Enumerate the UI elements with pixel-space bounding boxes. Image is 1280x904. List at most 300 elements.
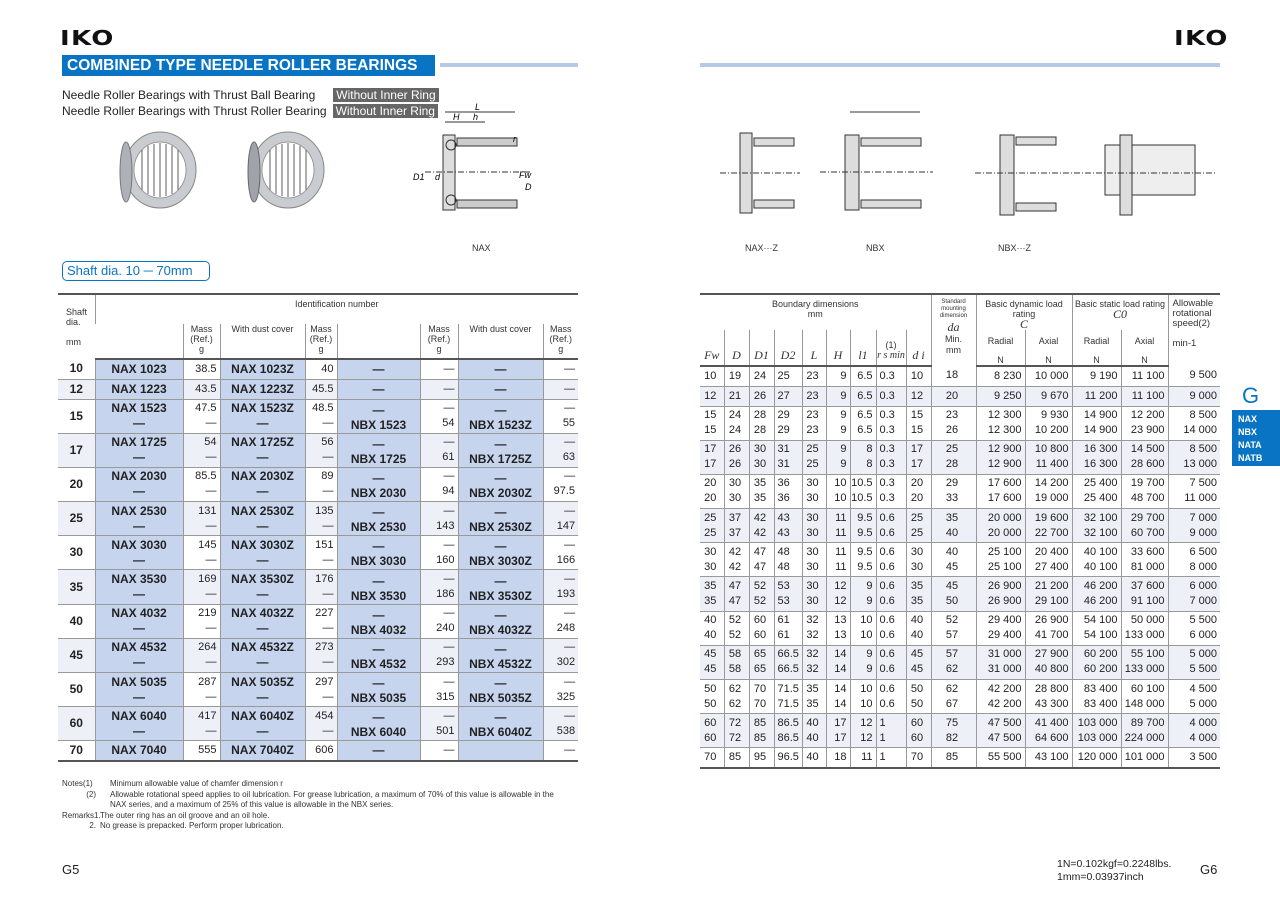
value-cell: 40 40 bbox=[802, 714, 826, 748]
value-cell: 10 bbox=[704, 369, 717, 382]
tab-nata[interactable]: NATA bbox=[1238, 440, 1262, 450]
nbx-number: — NBX 1725 bbox=[337, 433, 420, 467]
value-cell: 9.5 9.5 bbox=[850, 509, 876, 543]
value-cell: 65 65 bbox=[749, 645, 774, 679]
value-cell: 16 300 16 300 bbox=[1072, 440, 1121, 474]
svg-text:H: H bbox=[453, 112, 460, 122]
value-cell: 0.6 0.6 bbox=[876, 577, 906, 611]
value-cell: 35 35 bbox=[906, 577, 931, 611]
value-cell: 86.5 86.5 bbox=[774, 714, 802, 748]
value-cell: 9.5 9.5 bbox=[850, 543, 876, 577]
value-cell: 28 800 43 300 bbox=[1025, 680, 1072, 714]
value-cell: 25 25 bbox=[802, 440, 826, 474]
value-cell: 9 500 bbox=[1168, 366, 1220, 386]
nbx-mass: — 293 bbox=[420, 638, 458, 672]
value-cell: 24 24 bbox=[724, 406, 749, 440]
shaft-dia: 45 bbox=[58, 638, 95, 672]
section-letter: G bbox=[1242, 383, 1260, 408]
nbx-mass: — bbox=[420, 741, 458, 761]
table-row bbox=[700, 474, 1220, 508]
value-cell: 40 100 40 100 bbox=[1072, 543, 1121, 577]
identification-number-header: Identification number bbox=[95, 294, 578, 324]
nbx-z-mass: — 63 bbox=[543, 433, 578, 467]
value-cell: 101 000 bbox=[1121, 748, 1168, 768]
value-cell: 15 15 bbox=[704, 409, 717, 437]
value-cell: 85 85 bbox=[749, 714, 774, 748]
value-cell: 12 12 bbox=[826, 577, 850, 611]
table-row bbox=[58, 467, 578, 501]
value-cell: 26 900 41 700 bbox=[1025, 611, 1072, 645]
value-cell: 40 45 bbox=[931, 543, 976, 577]
value-cell: 53 53 bbox=[774, 577, 802, 611]
value-cell: 9 9 bbox=[850, 645, 876, 679]
value-cell: 32 32 bbox=[802, 611, 826, 645]
axial-header: Axial N bbox=[1025, 330, 1072, 366]
nbx-z-diagram bbox=[975, 125, 1225, 225]
value-cell: 55 100 133 000 bbox=[1121, 645, 1168, 679]
value-cell: 14 200 19 000 bbox=[1025, 474, 1072, 508]
table-row bbox=[700, 645, 1220, 679]
table-row bbox=[700, 509, 1220, 543]
nax-z-mass: 48.5 — bbox=[305, 399, 337, 433]
page-title: COMBINED TYPE NEEDLE ROLLER BEARINGS bbox=[62, 55, 435, 76]
value-cell: 19 600 22 700 bbox=[1025, 509, 1072, 543]
value-cell: 75 82 bbox=[931, 714, 976, 748]
page-number-left: G5 bbox=[62, 862, 80, 877]
nax-z-number: NAX 7040Z bbox=[220, 741, 305, 761]
value-cell: 21 bbox=[724, 386, 749, 406]
value-cell: 70 70 bbox=[749, 680, 774, 714]
value-cell: 32 100 32 100 bbox=[1072, 509, 1121, 543]
shaft-dia: 40 bbox=[69, 613, 83, 628]
value-cell: 12 bbox=[700, 386, 724, 406]
value-cell: 11 11 bbox=[826, 509, 850, 543]
nax-number: NAX 1523 — bbox=[95, 399, 183, 433]
value-cell: 17 600 17 600 bbox=[976, 474, 1025, 508]
nbx-z-mass: — 538 bbox=[543, 707, 578, 741]
table-row bbox=[700, 440, 1220, 474]
col-header-6: l1 bbox=[850, 330, 876, 366]
value-cell: 17 17 bbox=[700, 440, 724, 474]
nax-number: NAX 3530 — bbox=[95, 570, 183, 604]
nax-number: NAX 2530 — bbox=[95, 502, 183, 536]
value-cell: 120 000 bbox=[1072, 748, 1121, 768]
col-header-4: L bbox=[802, 330, 826, 366]
value-cell: 57 62 bbox=[931, 645, 976, 679]
nax-z-mass: 227 — bbox=[305, 604, 337, 638]
nax-number: NAX 2030 — bbox=[95, 467, 183, 501]
nbx-number: — NBX 1523 bbox=[337, 399, 420, 433]
nbx-z-number: — NBX 1523Z bbox=[458, 399, 543, 433]
value-cell: 83 400 83 400 bbox=[1072, 680, 1121, 714]
value-cell: 47 500 47 500 bbox=[976, 714, 1025, 748]
value-cell: 10.5 10.5 bbox=[850, 474, 876, 508]
svg-text:L: L bbox=[475, 102, 481, 112]
value-cell: 0.6 0.6 bbox=[876, 543, 906, 577]
value-cell: 54 100 54 100 bbox=[1072, 611, 1121, 645]
value-cell: 85 bbox=[931, 748, 976, 768]
dust-cover-header: With dust cover bbox=[458, 324, 543, 359]
without-inner-ring-tag: Without Inner Ring bbox=[333, 104, 438, 118]
nbx-mass: — 54 bbox=[420, 399, 458, 433]
label-nax-z: NAX···Z bbox=[745, 243, 778, 253]
nax-number: NAX 5035 — bbox=[95, 673, 183, 707]
value-cell: 25 28 bbox=[931, 440, 976, 474]
value-cell: 29 33 bbox=[931, 474, 976, 508]
value-cell: 29 700 60 700 bbox=[1121, 509, 1168, 543]
value-cell: 9 9 bbox=[826, 406, 850, 440]
nbx-z-number: — bbox=[458, 379, 543, 399]
value-cell: 29 400 29 400 bbox=[976, 611, 1025, 645]
without-inner-ring-tag: Without Inner Ring bbox=[333, 88, 438, 102]
value-cell: 20 20 bbox=[906, 474, 931, 508]
svg-text:h: h bbox=[473, 112, 479, 122]
nbx-z-number: — NBX 2030Z bbox=[458, 467, 543, 501]
nbx-number: — bbox=[337, 741, 420, 761]
value-cell: 45 50 bbox=[931, 577, 976, 611]
value-cell: 103 000 103 000 bbox=[1072, 714, 1121, 748]
value-cell: 40 40 bbox=[704, 614, 717, 642]
value-cell: 30 30 bbox=[749, 440, 774, 474]
value-cell: 60 200 60 200 bbox=[1072, 645, 1121, 679]
nax-number: NAX 4032 — bbox=[95, 604, 183, 638]
tab-nbx[interactable]: NBX bbox=[1238, 427, 1258, 437]
value-cell: 0.3 0.3 bbox=[876, 440, 906, 474]
value-cell: 61 61 bbox=[774, 611, 802, 645]
nax-z-mass: 176 — bbox=[305, 570, 337, 604]
mass-header: Mass (Ref.) g bbox=[305, 324, 337, 359]
value-cell: 60 60 bbox=[749, 611, 774, 645]
value-cell: 25 25 bbox=[700, 509, 724, 543]
iko-logo-right: IKO bbox=[1174, 26, 1229, 50]
value-cell: 8 8 bbox=[850, 440, 876, 474]
table-row bbox=[700, 748, 1220, 768]
value-cell: 23 26 bbox=[931, 406, 976, 440]
value-cell: 23 bbox=[802, 366, 826, 386]
value-cell: 26 900 26 900 bbox=[976, 577, 1025, 611]
nbx-mass: — 501 bbox=[420, 707, 458, 741]
table-row bbox=[58, 536, 578, 570]
value-cell: 35 35 bbox=[700, 577, 724, 611]
nbx-z-mass: — 193 bbox=[543, 570, 578, 604]
nbx-number: — NBX 3530 bbox=[337, 570, 420, 604]
nax-z-number: NAX 1523Z — bbox=[220, 399, 305, 433]
value-cell: 40 bbox=[802, 748, 826, 768]
nax-mass: 145 — bbox=[183, 536, 220, 570]
value-cell: 40 40 bbox=[906, 611, 931, 645]
nbx-z-mass: — bbox=[543, 359, 578, 379]
value-cell: 15 15 bbox=[906, 406, 931, 440]
value-cell: 12 900 12 900 bbox=[976, 440, 1025, 474]
nax-z-mass: 45.5 bbox=[305, 379, 337, 399]
notes bbox=[62, 779, 554, 832]
value-cell: 11 bbox=[850, 748, 876, 768]
nbx-z-mass: — bbox=[543, 379, 578, 399]
value-cell: 37 37 bbox=[724, 509, 749, 543]
nbx-z-mass: — 302 bbox=[543, 638, 578, 672]
nbx-z-number: — bbox=[458, 359, 543, 379]
nbx-z-number: — NBX 2530Z bbox=[458, 502, 543, 536]
value-cell: 20 000 20 000 bbox=[976, 509, 1025, 543]
value-cell: 43 43 bbox=[774, 509, 802, 543]
value-cell: 0.3 0.3 bbox=[876, 474, 906, 508]
nax-z-number: NAX 4532Z — bbox=[220, 638, 305, 672]
value-cell: 35 35 bbox=[802, 680, 826, 714]
mass-header: Mass (Ref.) g bbox=[183, 324, 220, 359]
nax-z-number: NAX 6040Z — bbox=[220, 707, 305, 741]
shaft-dia: 25 bbox=[58, 502, 95, 536]
tab-nax[interactable]: NAX bbox=[1238, 414, 1258, 424]
value-cell: 18 bbox=[826, 748, 850, 768]
value-cell: 11 11 bbox=[826, 543, 850, 577]
value-cell: 17 17 bbox=[906, 440, 931, 474]
table-row bbox=[58, 359, 578, 379]
value-cell: 8 500 13 000 bbox=[1168, 440, 1220, 474]
nax-mass: 43.5 bbox=[183, 379, 220, 399]
nax-z-number: NAX 1023Z bbox=[220, 359, 305, 379]
static-load-header: Basic static load rating C0 bbox=[1072, 294, 1168, 330]
value-cell: 30 30 bbox=[802, 543, 826, 577]
value-cell: 8 230 bbox=[976, 366, 1025, 386]
nax-number: NAX 1725 — bbox=[95, 433, 183, 467]
note-line: Notes(1) Minimum allowable value of chamfer dimension r bbox=[62, 779, 283, 788]
value-cell: 0.6 0.6 bbox=[876, 509, 906, 543]
nbx-mass: — 240 bbox=[420, 604, 458, 638]
value-cell: 30 30 bbox=[802, 577, 826, 611]
rotational-speed-header: Allowable rotational speed(2) min-1 bbox=[1168, 294, 1220, 366]
axial-header: Axial N bbox=[1121, 330, 1168, 366]
value-cell: 9 670 bbox=[1025, 386, 1072, 406]
value-cell: 19 bbox=[724, 366, 749, 386]
value-cell: 60 60 bbox=[906, 714, 931, 748]
nax-z-mass: 454 — bbox=[305, 707, 337, 741]
section-tab[interactable] bbox=[1232, 410, 1280, 466]
shaft-dia: 70 bbox=[69, 743, 83, 758]
value-cell: 10 800 11 400 bbox=[1025, 440, 1072, 474]
table-row bbox=[58, 638, 578, 672]
value-cell: 9 bbox=[826, 366, 850, 386]
tab-natb[interactable]: NATB bbox=[1238, 453, 1263, 463]
bearing-photo-nax bbox=[112, 128, 202, 213]
nbx-mass: — bbox=[420, 379, 458, 399]
value-cell: 13 13 bbox=[826, 611, 850, 645]
nax-z-mass: 40 bbox=[305, 359, 337, 379]
value-cell: 50 50 bbox=[906, 680, 931, 714]
col-header-0: Fw bbox=[700, 330, 724, 366]
value-cell: 0.3 0.3 bbox=[876, 406, 906, 440]
identification-table bbox=[58, 293, 578, 762]
value-cell: 89 700 224 000 bbox=[1121, 714, 1168, 748]
nax-mass: 169 — bbox=[183, 570, 220, 604]
value-cell: 45 45 bbox=[700, 645, 724, 679]
value-cell: 28 28 bbox=[749, 406, 774, 440]
value-cell: 10 000 bbox=[1025, 366, 1072, 386]
value-cell: 37 600 91 100 bbox=[1121, 577, 1168, 611]
col-header-5: H bbox=[826, 330, 850, 366]
nbx-mass: — 186 bbox=[420, 570, 458, 604]
value-cell: 85 bbox=[724, 748, 749, 768]
value-cell: 36 36 bbox=[774, 474, 802, 508]
nax-z-number: NAX 1223Z bbox=[220, 379, 305, 399]
nbx-number: — bbox=[337, 379, 420, 399]
value-cell: 30 30 bbox=[724, 474, 749, 508]
value-cell: 18 bbox=[931, 366, 976, 386]
nbx-number: — NBX 4532 bbox=[337, 638, 420, 672]
value-cell: 62 62 bbox=[724, 680, 749, 714]
nax-number: NAX 1023 bbox=[95, 359, 183, 379]
value-cell: 26 26 bbox=[724, 440, 749, 474]
nax-mass: 47.5 — bbox=[183, 399, 220, 433]
nbx-z-mass: — bbox=[543, 741, 578, 761]
nbx-z-number: — NBX 3530Z bbox=[458, 570, 543, 604]
note-line: (2) Allowable rotational speed applies to oil lubrication. For grease lubrication, a maximum of 70% of this value is allowable in the bbox=[86, 789, 554, 799]
value-cell: 14 900 14 900 bbox=[1072, 406, 1121, 440]
nbx-header bbox=[337, 324, 420, 359]
value-cell: 26 bbox=[749, 386, 774, 406]
value-cell: 30 30 bbox=[802, 474, 826, 508]
svg-text:Fw: Fw bbox=[519, 170, 531, 180]
value-cell: 0.6 0.6 bbox=[876, 680, 906, 714]
value-cell: 32 32 bbox=[802, 645, 826, 679]
value-cell: 47 47 bbox=[749, 543, 774, 577]
value-cell: 20 bbox=[931, 386, 976, 406]
value-cell: 27 900 40 800 bbox=[1025, 645, 1072, 679]
nax-number: NAX 7040 bbox=[95, 741, 183, 761]
shaft-dia: 12 bbox=[58, 379, 95, 399]
nax-z-number: NAX 4032Z — bbox=[220, 604, 305, 638]
nax-mass: 555 bbox=[183, 741, 220, 761]
value-cell: 58 58 bbox=[724, 645, 749, 679]
value-cell: 9 190 bbox=[1072, 366, 1121, 386]
table-row bbox=[58, 379, 578, 399]
nbx-z-number: — NBX 4032Z bbox=[458, 604, 543, 638]
iko-logo-left: IKO bbox=[60, 26, 115, 50]
col-header-2: D1 bbox=[749, 330, 774, 366]
value-cell: 9 000 bbox=[1168, 386, 1220, 406]
value-cell: 24 bbox=[749, 366, 774, 386]
col-header-1: D bbox=[724, 330, 749, 366]
nbx-mass: — 143 bbox=[420, 502, 458, 536]
value-cell: 0.6 0.6 bbox=[876, 611, 906, 645]
value-cell: 14 14 bbox=[826, 645, 850, 679]
nbx-z-number: — NBX 5035Z bbox=[458, 673, 543, 707]
shaft-dia-header: Shaft dia. mm bbox=[58, 294, 95, 359]
nax-mass: 219 — bbox=[183, 604, 220, 638]
value-cell: 25 25 bbox=[906, 509, 931, 543]
value-cell: 12 12 bbox=[850, 714, 876, 748]
table-row bbox=[700, 406, 1220, 440]
value-cell: 14 14 bbox=[826, 680, 850, 714]
value-cell: 3 500 bbox=[1168, 748, 1220, 768]
subtitle-ball: Needle Roller Bearings with Thrust Ball Bearing Without Inner Ring bbox=[62, 88, 439, 102]
value-cell: 30 30 bbox=[906, 543, 931, 577]
nax-z-number: NAX 3530Z — bbox=[220, 570, 305, 604]
value-cell: 46 200 46 200 bbox=[1072, 577, 1121, 611]
dust-cover-header: With dust cover bbox=[220, 324, 305, 359]
value-cell: 30 30 bbox=[704, 545, 717, 573]
value-cell: 6 000 7 000 bbox=[1168, 577, 1220, 611]
col-header-3: D2 bbox=[774, 330, 802, 366]
value-cell: 9 9 bbox=[826, 440, 850, 474]
value-cell: 62 67 bbox=[931, 680, 976, 714]
table-row bbox=[700, 680, 1220, 714]
shaft-dia: 50 bbox=[69, 682, 83, 697]
table-row bbox=[58, 673, 578, 707]
value-cell: 60 100 148 000 bbox=[1121, 680, 1168, 714]
page-number-right: G6 bbox=[1200, 862, 1218, 877]
title-rule bbox=[440, 63, 578, 67]
dimensions-table bbox=[700, 293, 1220, 769]
bearing-photo-nbx bbox=[240, 128, 330, 213]
value-cell: 66.5 66.5 bbox=[774, 645, 802, 679]
value-cell: 55 500 bbox=[976, 748, 1025, 768]
table-row bbox=[700, 714, 1220, 748]
nbx-z-mass: — 147 bbox=[543, 502, 578, 536]
value-cell: 70 bbox=[704, 751, 717, 764]
mass-header: Mass (Ref.) g bbox=[420, 324, 458, 359]
nbx-z-mass: — 248 bbox=[543, 604, 578, 638]
table-row bbox=[58, 604, 578, 638]
nax-mass: 287 — bbox=[183, 673, 220, 707]
table-row bbox=[58, 707, 578, 741]
value-cell: 70 bbox=[906, 748, 931, 768]
value-cell: 60 60 bbox=[700, 714, 724, 748]
label-nax: NAX bbox=[472, 243, 491, 253]
value-cell: 10 10 bbox=[850, 680, 876, 714]
value-cell: 7 500 11 000 bbox=[1168, 474, 1220, 508]
value-cell: 41 400 64 600 bbox=[1025, 714, 1072, 748]
value-cell: 95 bbox=[749, 748, 774, 768]
label-nbx-z: NBX···Z bbox=[998, 243, 1031, 253]
value-cell: 6.5 6.5 bbox=[850, 406, 876, 440]
value-cell: 43 100 bbox=[1025, 748, 1072, 768]
nax-z-diagram bbox=[720, 128, 800, 218]
nbx-mass: — 61 bbox=[420, 433, 458, 467]
value-cell: 6 500 8 000 bbox=[1168, 543, 1220, 577]
subtitle-roller: Needle Roller Bearings with Thrust Roller Bearing Without Inner Ring bbox=[62, 104, 438, 118]
shaft-dia: 60 bbox=[58, 707, 95, 741]
nax-z-mass: 297 — bbox=[305, 673, 337, 707]
value-cell: 25 bbox=[774, 366, 802, 386]
value-cell: 14 500 28 600 bbox=[1121, 440, 1168, 474]
nax-z-number: NAX 1725Z — bbox=[220, 433, 305, 467]
table-row bbox=[700, 543, 1220, 577]
value-cell: 6.5 bbox=[850, 366, 876, 386]
value-cell: 23 23 bbox=[802, 406, 826, 440]
value-cell: 1 bbox=[876, 748, 906, 768]
nbx-number: — bbox=[337, 359, 420, 379]
nbx-number: — NBX 2030 bbox=[337, 467, 420, 501]
table-row bbox=[58, 570, 578, 604]
nax-z-number: NAX 2530Z — bbox=[220, 502, 305, 536]
nbx-number: — NBX 3030 bbox=[337, 536, 420, 570]
nbx-number: — NBX 2530 bbox=[337, 502, 420, 536]
value-cell: 50 50 bbox=[704, 682, 717, 710]
value-cell: 17 17 bbox=[826, 714, 850, 748]
nbx-z-number bbox=[458, 741, 543, 761]
nbx-number: — NBX 6040 bbox=[337, 707, 420, 741]
note-line: Remarks1.The outer ring has an oil groove and an oil hole. bbox=[62, 810, 270, 820]
nax-z-mass: 273 — bbox=[305, 638, 337, 672]
nbx-z-mass: — 325 bbox=[543, 673, 578, 707]
value-cell: 21 200 29 100 bbox=[1025, 577, 1072, 611]
mass-header: Mass (Ref.) g bbox=[543, 324, 578, 359]
value-cell: 20 20 bbox=[704, 477, 717, 505]
nax-number: NAX 4532 — bbox=[95, 638, 183, 672]
nbx-number: — NBX 5035 bbox=[337, 673, 420, 707]
value-cell: 9 250 bbox=[976, 386, 1025, 406]
nax-mass: 54 — bbox=[183, 433, 220, 467]
